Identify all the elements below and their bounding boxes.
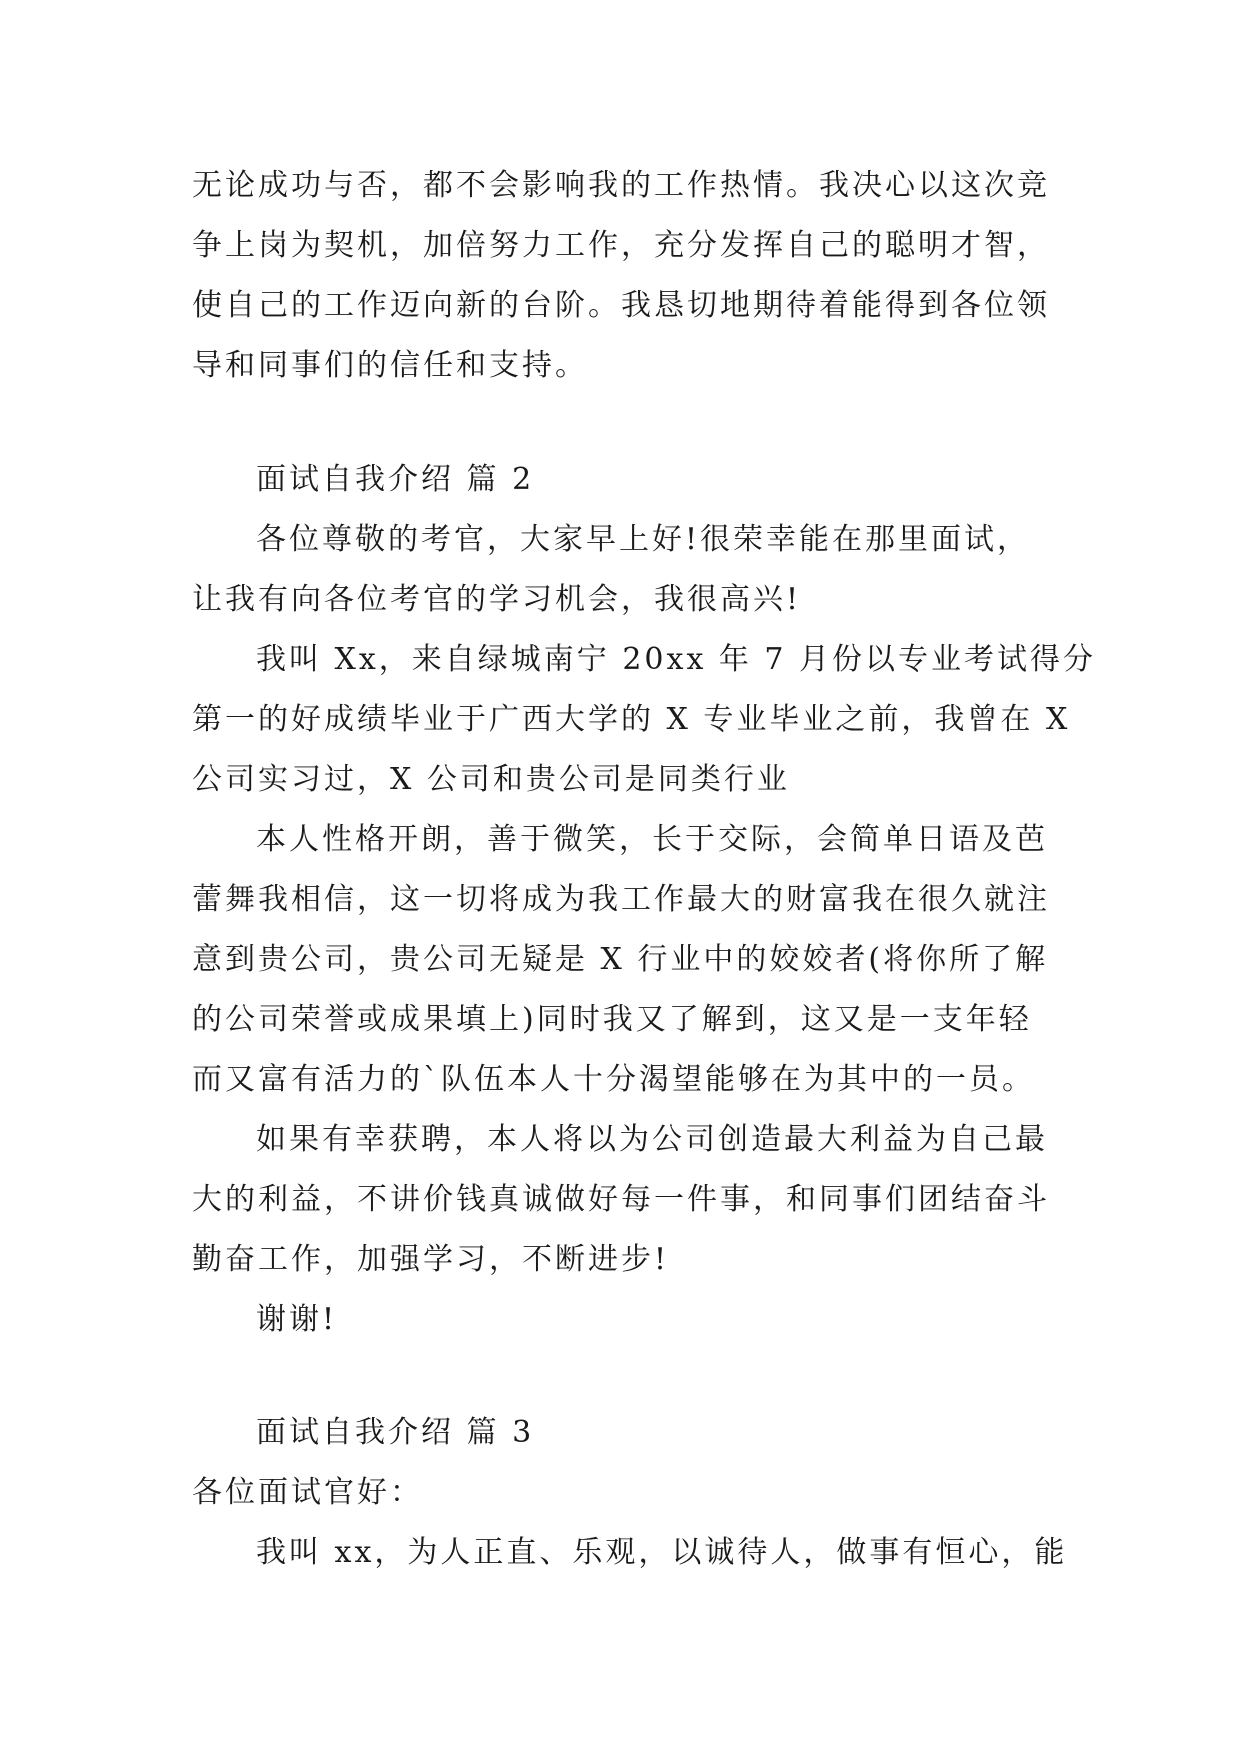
paragraph-line: 大的利益，不讲价钱真诚做好每一件事，和同事们团结奋斗 [192,1182,1050,1217]
paragraph-line: 如果有幸获聘，本人将以为公司创造最大利益为自己最 [256,1122,1048,1157]
paragraph-line: 意到贵公司，贵公司无疑是 X 行业中的姣姣者(将你所了解 [192,942,1049,977]
section-heading: 面试自我介绍 篇 2 [256,462,535,497]
paragraph-line: 让我有向各位考官的学习机会，我很高兴! [192,582,802,617]
section-heading: 面试自我介绍 篇 3 [256,1415,535,1450]
paragraph-line: 导和同事们的信任和支持。 [192,348,588,383]
paragraph-line: 使自己的工作迈向新的台阶。我恳切地期待着能得到各位领 [192,288,1050,323]
paragraph-line: 蕾舞我相信，这一切将成为我工作最大的财富我在很久就注 [192,882,1050,917]
paragraph-line: 各位面试官好： [192,1475,423,1510]
paragraph-line: 本人性格开朗，善于微笑，长于交际，会简单日语及芭 [256,822,1048,857]
paragraph-line: 勤奋工作，加强学习，不断进步! [192,1242,670,1277]
paragraph-line: 第一的好成绩毕业于广西大学的 X 专业毕业之前，我曾在 X [192,702,1071,737]
paragraph-line: 各位尊敬的考官，大家早上好!很荣幸能在那里面试， [256,522,1031,557]
paragraph-line: 我叫 Xx，来自绿城南宁 20xx 年 7 月份以专业考试得分 [256,642,1097,677]
paragraph-line: 我叫 xx，为人正直、乐观，以诚待人，做事有恒心，能 [256,1535,1068,1570]
paragraph-line: 公司实习过，X 公司和贵公司是同类行业 [192,762,790,797]
paragraph-line: 无论成功与否，都不会影响我的工作热情。我决心以这次竞 [192,168,1050,203]
paragraph-line: 谢谢! [256,1302,338,1337]
paragraph-line: 的公司荣誉或成果填上)同时我又了解到，这又是一支年轻 [192,1002,1032,1037]
paragraph-line: 而又富有活力的`队伍本人十分渴望能够在为其中的一员。 [192,1062,1035,1097]
paragraph-line: 争上岗为契机，加倍努力工作，充分发挥自己的聪明才智， [192,228,1050,263]
